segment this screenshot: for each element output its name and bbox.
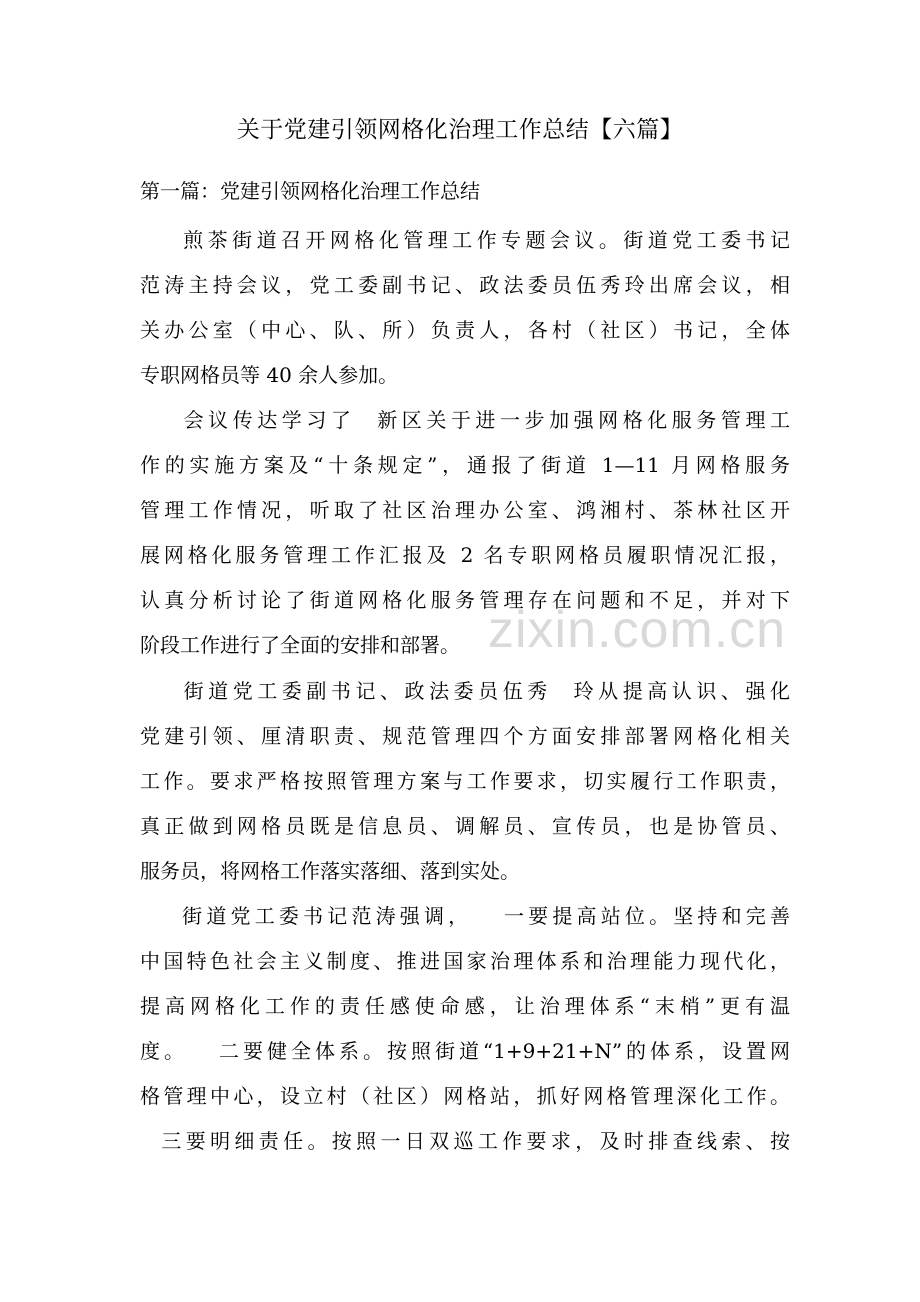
body-line-18: 提高网格化工作的责任感使命感，让治理体系“末梢”更有温 bbox=[140, 994, 790, 1018]
section-heading: 第一篇：党建引领网格化治理工作总结 bbox=[140, 179, 480, 203]
body-line-3: 关办公室（中心、队、所）负责人，各村（社区）书记，全体 bbox=[140, 318, 790, 342]
document-title: 关于党建引领网格化治理工作总结【六篇】 bbox=[236, 117, 684, 143]
body-line-9: 认真分析讨论了街道网格化服务管理存在问题和不足，并对下 bbox=[140, 588, 790, 612]
body-line-13: 工作。要求严格按照管理方案与工作要求，切实履行工作职责， bbox=[140, 769, 790, 793]
watermark: zixin.com.cn bbox=[488, 601, 787, 659]
body-line-20: 格管理中心，设立村（社区）网格站，抓好网格管理深化工作。 bbox=[140, 1084, 790, 1108]
body-line-5: 会议传达学习了 新区关于进一步加强网格化服务管理工 bbox=[140, 408, 790, 432]
body-line-21: 三要明细责任。按照一日双巡工作要求，及时排查线索、按 bbox=[140, 1129, 790, 1153]
body-line-1: 煎茶街道召开网格化管理工作专题会议。街道党工委书记 bbox=[140, 228, 790, 252]
body-line-17: 中国特色社会主义制度、推进国家治理体系和治理能力现代化， bbox=[140, 949, 790, 973]
body-line-15: 服务员，将网格工作落实落细、落到实处。 bbox=[140, 859, 520, 883]
body-line-12: 党建引领、厘清职责、规范管理四个方面安排部署网格化相关 bbox=[140, 724, 790, 748]
body-line-8: 展网格化服务管理工作汇报及 2 名专职网格员履职情况汇报， bbox=[140, 543, 790, 567]
body-line-11: 街道党工委副书记、政法委员伍秀 玲从提高认识、强化 bbox=[140, 679, 790, 703]
body-line-14: 真正做到网格员既是信息员、调解员、宣传员，也是协管员、 bbox=[140, 814, 790, 838]
body-line-7: 管理工作情况，听取了社区治理办公室、鸿湘村、茶林社区开 bbox=[140, 498, 790, 522]
body-line-16: 街道党工委书记范涛强调， 一要提高站位。坚持和完善 bbox=[140, 904, 790, 928]
body-line-4: 专职网格员等 40 余人参加。 bbox=[140, 363, 399, 387]
body-line-6: 作的实施方案及“十条规定”，通报了街道 1—11 月网格服务 bbox=[140, 453, 790, 477]
body-line-2: 范涛主持会议，党工委副书记、政法委员伍秀玲出席会议，相 bbox=[140, 273, 790, 297]
body-line-19: 度。 二要健全体系。按照街道“1+9+21+N”的体系，设置网 bbox=[140, 1039, 790, 1063]
body-line-10: 阶段工作进行了全面的安排和部署。 bbox=[140, 633, 460, 657]
